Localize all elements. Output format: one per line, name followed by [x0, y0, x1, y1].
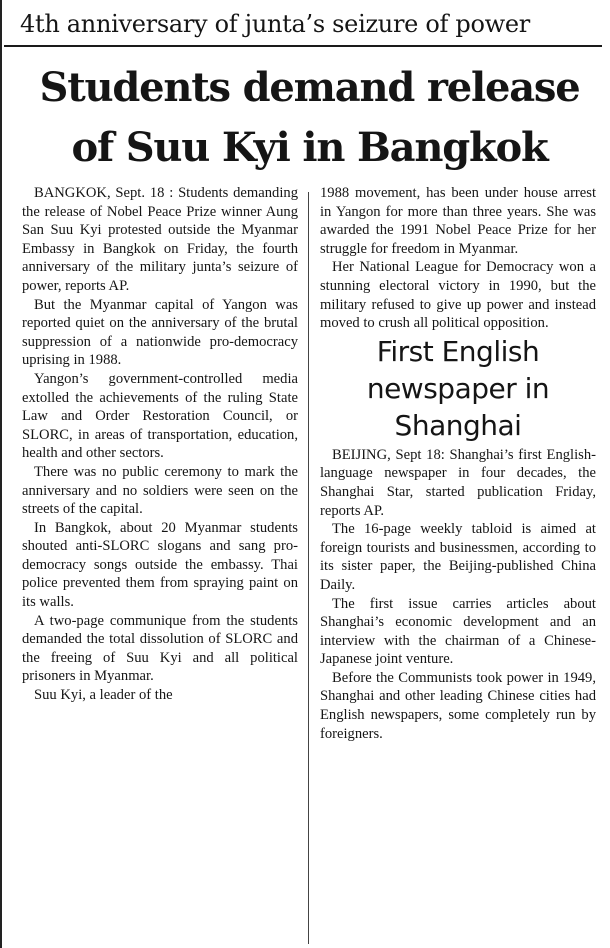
sub-article-paragraph: The 16-page weekly tabloid is aimed at foreign tourists and businessmen, according to its sister paper, the Beijing-published China Daily.	[320, 521, 596, 593]
article-paragraph-continued: 1988 movement, has been under house arrest in Yangon for more than three years. She was awarded the 1991 Nobel Peace Prize for her struggle for freedom in Myanmar.	[320, 185, 596, 257]
sub-headline-line: newspaper in	[366, 371, 550, 405]
sub-article-headline	[320, 333, 596, 444]
sub-article-paragraph: The first issue carries articles about Shanghai’s economic development and an interview with the chairman of a Chinese-Japanese joint venture.	[320, 595, 596, 668]
sub-headline-line: First English	[376, 334, 540, 368]
article-paragraph: Her National League for Democracy won a stunning electoral victory in 1990, but the military refused to give up power and instead moved to crush all political opposition.	[320, 259, 596, 332]
article-paragraph: But the Myanmar capital of Yangon was reported quiet on the anniversary of the brutal suppression of a nationwide pro-democracy uprising in 1988.	[22, 296, 298, 369]
article-column-right	[320, 184, 596, 743]
article-column-left	[22, 184, 298, 705]
headline-line-1: Students demand release	[39, 64, 580, 111]
sub-headline-line: Shanghai	[394, 408, 522, 442]
column-divider	[308, 192, 309, 944]
sub-article-paragraph: BEIJING, Sept 18: Shanghai’s first English-language newspaper in four decades, the Shanghai Star, started publication Friday, reports AP.	[320, 446, 596, 519]
article-paragraph: In Bangkok, about 20 Myanmar students shouted anti-SLORC slogans and sang pro-democracy songs outside the embassy. Thai police prevented them from spraying paint on its walls.	[22, 519, 298, 611]
headline-line-2: of Suu Kyi in Bangkok	[71, 124, 548, 171]
top-rule	[4, 45, 602, 47]
article-paragraph: BANGKOK, Sept. 18 : Students demanding the release of Nobel Peace Prize winner Aung San Suu Kyi protested outside the Myanmar Embassy in Bangkok on Friday, the fourth anniversary of the military junta’s seizure of power, reports AP.	[22, 185, 298, 294]
kicker-headline: 4th anniversary of junta’s seizure of power	[20, 10, 530, 38]
article-paragraph-start: Suu Kyi, a leader of the	[34, 687, 173, 704]
article-paragraph: Yangon’s government-controlled media extolled the achievements of the ruling State Law and Order Restoration Council, or SLORC, in areas of transportation, education, health and other sectors.	[22, 370, 298, 462]
sub-article-paragraph: Before the Communists took power in 1949, Shanghai and other leading Chinese cities had English newspapers, some completely run by foreigners.	[320, 669, 596, 742]
article-paragraph: There was no public ceremony to mark the anniversary and no soldiers were seen on the streets of the capital.	[22, 463, 298, 518]
article-paragraph: A two-page communique from the students demanded the total dissolution of SLORC and the freeing of Suu Kyi and all political prisoners in Myanmar.	[22, 612, 298, 685]
